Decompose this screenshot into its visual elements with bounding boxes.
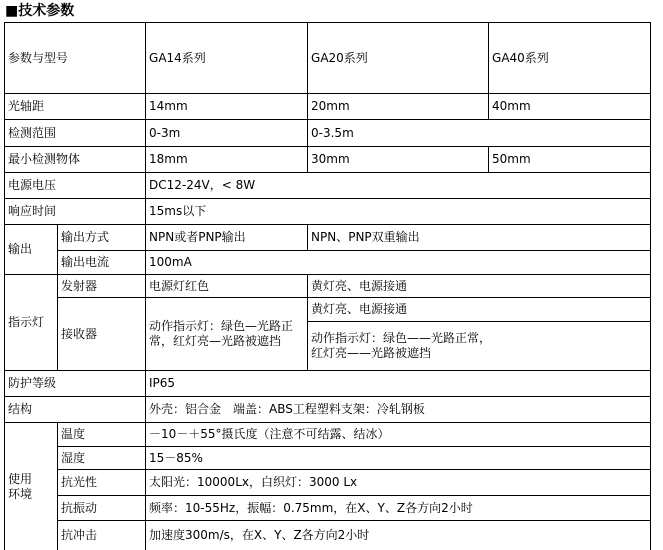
humidity-label: 湿度	[58, 447, 146, 470]
output-current-value: 100mA	[146, 251, 651, 275]
emitter-ga20-40: 黄灯亮、电源接通	[308, 275, 651, 298]
indicator-group-label: 指示灯	[5, 275, 58, 371]
series-header-ga40: GA40系列	[489, 23, 651, 94]
light-immunity-value: 太阳光：10000Lx，白织灯：3000 Lx	[146, 470, 651, 496]
vibration-label: 抗振动	[58, 496, 146, 521]
detection-range-ga14: 0-3m	[146, 120, 308, 147]
row-response-time	[5, 199, 651, 225]
series-header-ga20: GA20系列	[308, 23, 489, 94]
row-structure	[5, 397, 651, 423]
receiver-ga14: 动作指示灯：绿色—光路正常，红灯亮—光路被遮挡	[146, 298, 308, 371]
row-output-current	[5, 251, 651, 275]
row-power-voltage	[5, 173, 651, 199]
optical-axis-ga20: 20mm	[308, 94, 489, 120]
receiver-ga20-40-action	[308, 322, 651, 371]
row-indicator-receiver-power	[5, 298, 651, 322]
humidity-value: 15－85%	[146, 447, 651, 470]
protection-value: IP65	[146, 371, 651, 397]
output-mode-ga20-40: NPN、PNP双重输出	[308, 225, 651, 251]
row-detection-range	[5, 120, 651, 147]
row-optical-axis	[5, 94, 651, 120]
header-row	[5, 23, 651, 94]
row-env-humidity	[5, 447, 651, 470]
temperature-label: 温度	[58, 423, 146, 447]
response-time-label: 响应时间	[5, 199, 146, 225]
optical-axis-ga40: 40mm	[489, 94, 651, 120]
response-time-value: 15ms以下	[146, 199, 651, 225]
receiver-action-line1: 动作指示灯：绿色——光路正常，	[311, 331, 492, 345]
output-current-label: 输出电流	[58, 251, 146, 275]
row-indicator-emitter	[5, 275, 651, 298]
receiver-ga20-40-power: 黄灯亮、电源接通	[308, 298, 651, 322]
row-env-light	[5, 470, 651, 496]
receiver-action-line2: 红灯亮——光路被遮挡	[311, 346, 432, 360]
row-env-shock	[5, 521, 651, 550]
optical-axis-ga14: 14mm	[146, 94, 308, 120]
optical-axis-label: 光轴距	[5, 94, 146, 120]
structure-value: 外壳：铝合金 端盖：ABS工程塑料支架：冷轧钢板	[146, 397, 651, 423]
row-env-temperature	[5, 423, 651, 447]
row-protection	[5, 371, 651, 397]
vibration-value: 频率：10-55Hz，振幅：0.75mm，在X、Y、Z各方向2小时	[146, 496, 651, 521]
output-mode-ga14: NPN或者PNP输出	[146, 225, 308, 251]
receiver-label: 接收器	[58, 298, 146, 371]
power-voltage-label: 电源电压	[5, 173, 146, 199]
series-header-ga14: GA14系列	[146, 23, 308, 94]
min-object-label: 最小检测物体	[5, 147, 146, 173]
min-object-ga20: 30mm	[308, 147, 489, 173]
environment-group-line1: 使用	[8, 471, 33, 486]
emitter-label: 发射器	[58, 275, 146, 298]
shock-value: 加速度300m/s，在X、Y、Z各方向2小时	[146, 521, 651, 550]
min-object-ga40: 50mm	[489, 147, 651, 173]
shock-label: 抗冲击	[58, 521, 146, 550]
structure-label: 结构	[5, 397, 146, 423]
row-env-vibration	[5, 496, 651, 521]
emitter-ga14: 电源灯红色	[146, 275, 308, 298]
output-group-label: 输出	[5, 225, 58, 275]
param-model-header: 参数与型号	[5, 23, 146, 94]
page-title: ■技术参数	[5, 3, 75, 19]
detection-range-label: 检测范围	[5, 120, 146, 147]
output-mode-label: 输出方式	[58, 225, 146, 251]
row-output-mode	[5, 225, 651, 251]
spec-table	[4, 22, 651, 550]
environment-group-line2: 环境	[8, 486, 33, 501]
protection-label: 防护等级	[5, 371, 146, 397]
light-immunity-label: 抗光性	[58, 470, 146, 496]
temperature-value: －10－＋55°摄氏度（注意不可结露、结冰）	[146, 423, 651, 447]
row-min-object	[5, 147, 651, 173]
environment-group-label	[5, 423, 58, 550]
power-voltage-value: DC12-24V，< 8W	[146, 173, 651, 199]
min-object-ga14: 18mm	[146, 147, 308, 173]
detection-range-ga20-40: 0-3.5m	[308, 120, 651, 147]
